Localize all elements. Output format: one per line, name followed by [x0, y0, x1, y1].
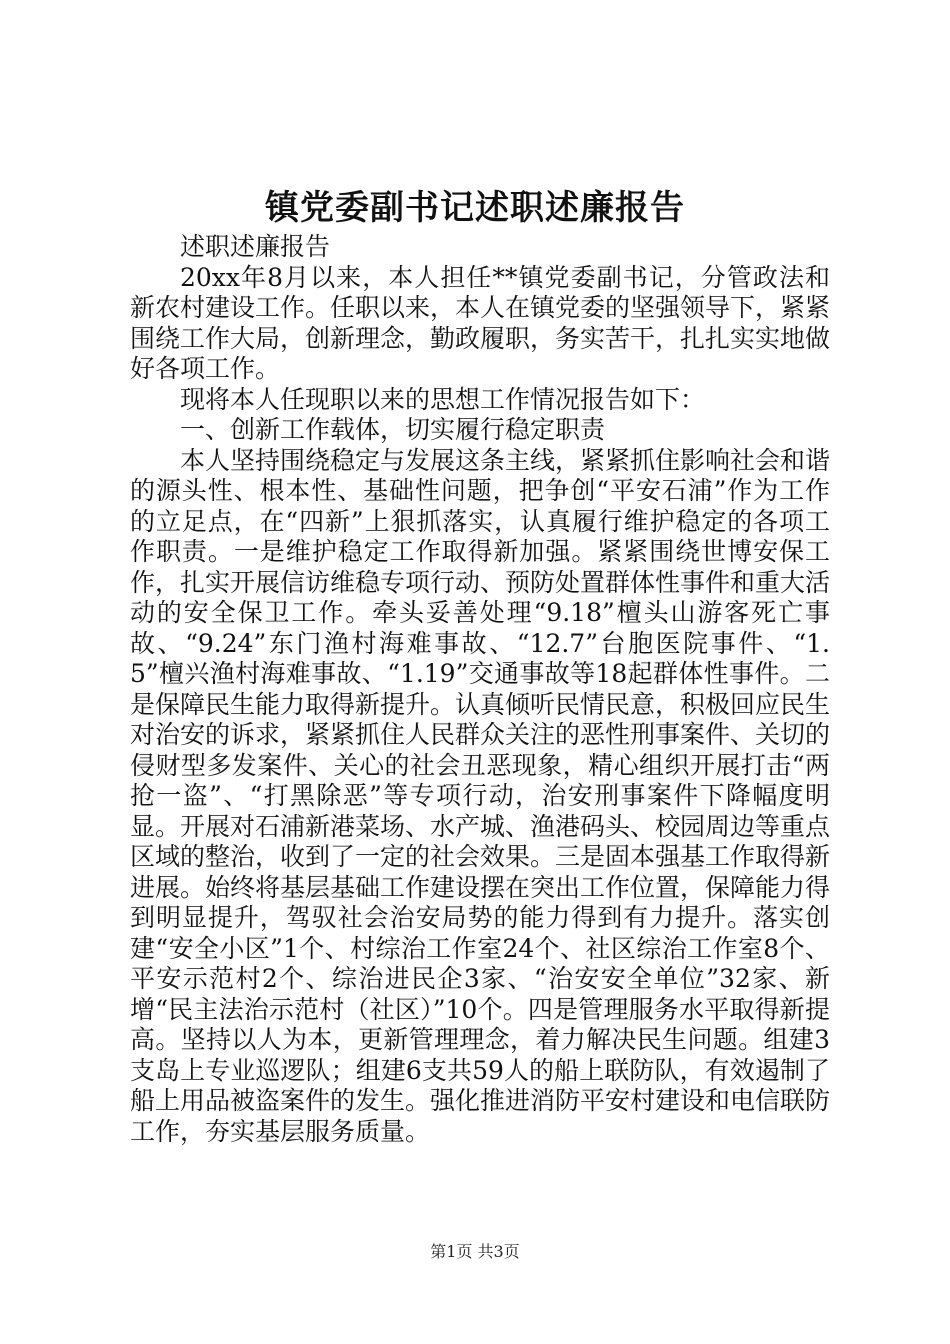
page-number: 第1页 共3页 [430, 1242, 520, 1261]
paragraph-transition: 现将本人任现职以来的思想工作情况报告如下： [180, 384, 706, 414]
paragraph-intro: 20xx年8月以来，本人担任**镇党委副书记，分管政法和新农村建设工作。任职以来，本人在镇党委的坚强领导下，紧紧围绕工作大局，创新理念，勤政履职，务实苦干，扎扎实实地做好各项工作。 [130, 262, 831, 383]
paragraph-section-1-body: 本人坚持围绕稳定与发展这条主线，紧紧抓住影响社会和谐的源头性、根本性、基础性问题，把争创“平安石浦”作为工作的立足点，在“四新”上狠抓落实，认真履行维护稳定的各项工作职责。一是维护稳定工作取得新加强。紧紧围绕世博安保工作，扎实开展信访维稳专项行动、预防处置群体性事件和重大活动的安全保卫工作。牵头妥善处理“9.18”檀头山游客死亡事故、“9.24”东门渔村海难事故、“12.7”台胞医院事件、“1.5”檀兴渔村海难事故、“1.19”交通事故等18起群体性事件。二是保障民生能力取得新提升。认真倾听民情民意，积极回应民生对治安的诉求，紧紧抓住人民群众关注的恶性刑事案件、关切的侵财型多发案件、关心的社会丑恶现象，精心组织开展打击“两抢一盗”、“打黑除恶”等专项行动，治安刑事案件下降幅度明显。开展对石浦新港菜场、水产城、渔港码头、校园周边等重点区域的整治，收到了一定的社会效果。三是固本强基工作取得新进展。始终将基层基础工作建设摆在突出工作位置，保障能力得到明显提升，驾驭社会治安局势的能力得到有力提升。落实创建“安全小区”1个、村综治工作室24个、社区综治工作室8个、平安示范村2个、综治进民企3家、“治安安全单位”32家、新增“民主法治示范村（社区）”10个。四是管理服务水平取得新提高。坚持以人为本，更新管理理念，着力解决民生问题。组建3支岛上专业巡逻队；组建6支共59人的船上联防队，有效遏制了船上用品被盗案件的发生。强化推进消防平安村建设和电信联防工作，夯实基层服务质量。 [130, 445, 831, 1146]
paragraph-subtitle: 述职述廉报告 [180, 232, 331, 261]
section-heading-1: 一、创新工作载体，切实履行稳定职责 [180, 415, 606, 444]
document-title: 镇党委副书记述职述廉报告 [265, 188, 685, 228]
document-body [130, 232, 830, 1147]
